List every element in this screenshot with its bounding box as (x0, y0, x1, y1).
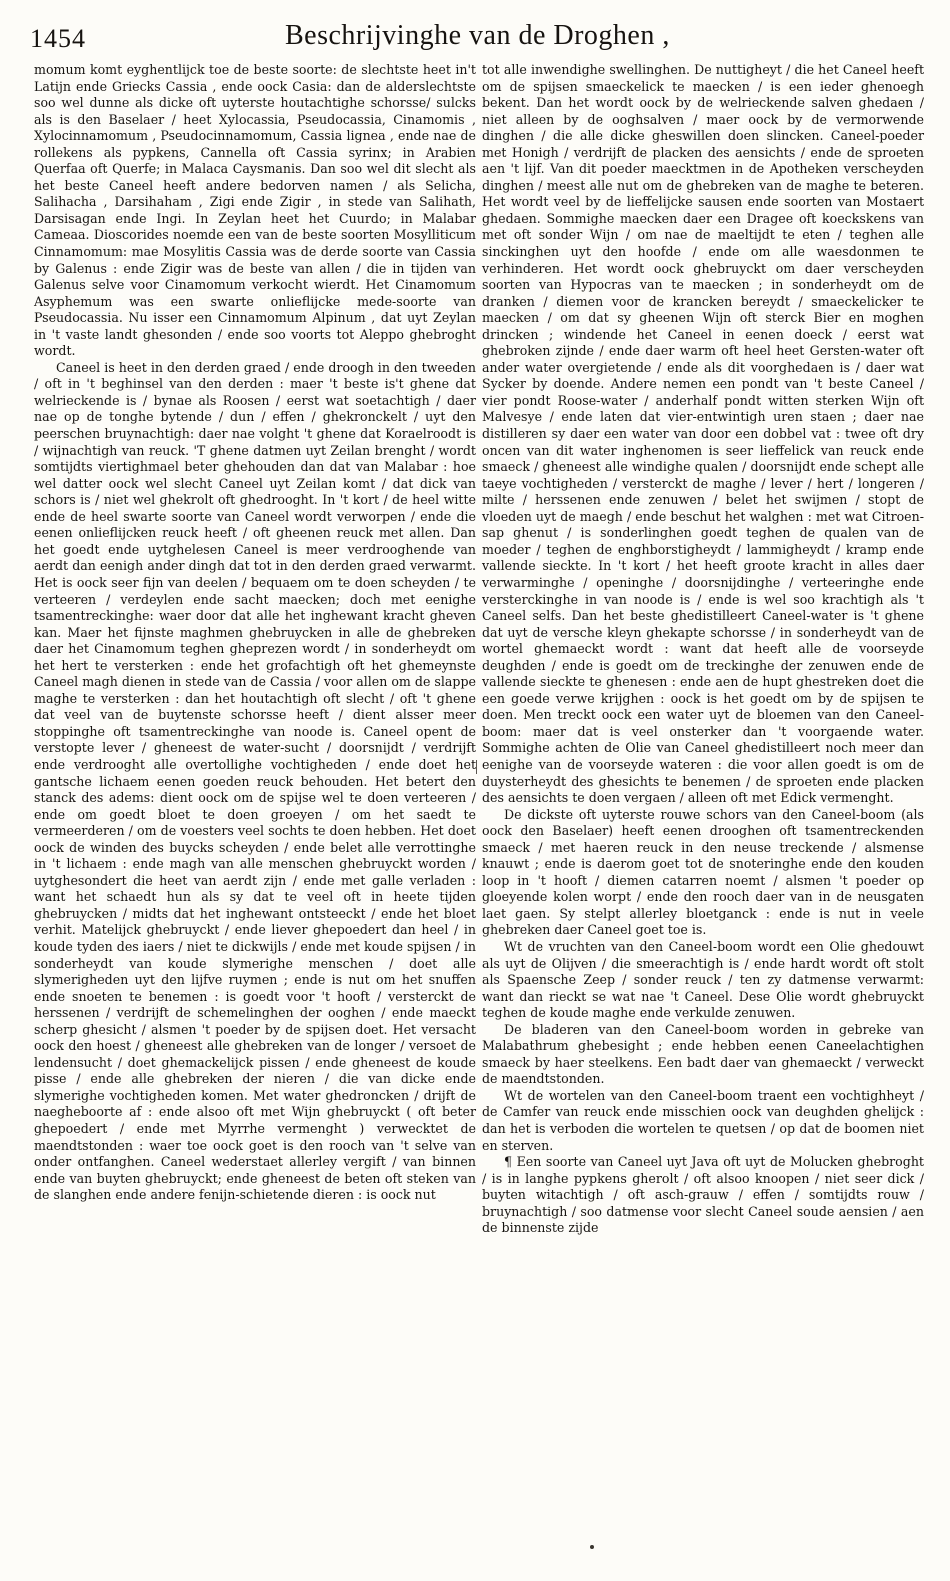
paragraph: Wt de wortelen van den Caneel-boom traent een vochtighheyt / de Camfer van reuck ende misschien oock van deughden ghelijck : dan het is verboden die wortelen te quetsen / op dat de boomen niet en sterven. (482, 1087, 924, 1153)
page-title: Beschrijvinghe van de Droghen , (285, 20, 670, 51)
paragraph: Wt de vruchten van den Caneel-boom wordt een Olie ghedouwt als uyt de Olijven / die smeerachtigh is / ende hardt wordt oft stolt als Spaensche Zeep / sonder reuck / ten zy datmense verwarmt: want dan rieckt se wat nae 't Caneel. Dese Olie wordt ghebruyckt teghen de koude maghe ende verkulde zenuwen. (482, 938, 924, 1021)
paragraph: Caneel is heet in den derden graed / ende droogh in den tweeden / oft in 't beghinsel van den derden : maer 't beste is't ghene dat welrieckende is / bynae als Roosen / eerst wat soetachtigh / daer nae op de tonghe bytende / dun / effen / ghekronckelt / uyt den peerschen bruynachtigh: daer nae volght 't ghene dat Koraelroodt is / wijnachtigh van reuck. 'T ghene datmen uyt Zeilan brenght / wordt somtijdts viertighmael beter ghehouden dan dat van Malabar : hoe wel datter oock wel slecht Caneel uyt Zeilan komt / dat dick van schors is / niet wel ghekrolt oft ghedrooght. In 't kort / de heel witte ende de heel swarte soorte van Caneel wordt verworpen / ende die eenen onlieflijcken reuck heeft / oft gheenen reuck met allen. Dan het goedt ende uytghelesen Caneel is meer verdrooghende van aerdt dan eenigh ander dingh dat tot in den derden graed verwarmt. Het is oock seer fijn van deelen / bequaem om te doen scheyden / te verteeren / verdeylen ende sacht maecken; doch met eenighe tsamentreckinghe: waer door dat alle het inghewant kracht gheven kan. Maer het fijnste maghmen ghebruycken in alle de ghebreken daer het Cinamomum teghen gheprezen wordt / in sonderheydt om het hert te versterken : ende het grofachtigh oft het ghemeynste Caneel magh dienen in stede van de Cassia / voor allen om de slappe maghe te versterken : dan het houtachtigh oft slecht / oft 't ghene dat veel van de buytenste schorsse heeft / dient alsser meer stoppinghe oft tsamentreckinghe van noode is. Caneel opent de verstopte lever / gheneest de water-sucht / doorsnijdt / verdrijft ende verdrooght alle overtollighe vochtigheden / ende doet het gantsche lichaem eenen goeden reuck behouden. Het betert den stanck des adems: dient oock om de spijse wel te doen verteeren / ende om goedt bloet te doen groeyen / om het saedt te vermeerderen / om de voesters veel sochts te doen hebben. Het doet oock de winden des buycks scheyden / ende belet alle verrottinghe in 't lichaem : ende magh van alle menschen ghebruyckt worden / uytghesondert die heet van aerdt zijn / ende met galle verladen : want het schaedt hun als sy dat te veel oft in heete tijden ghebruycken / midts dat het inghewant ontsteeckt / ende het bloet verhit. Matelijck ghebruyckt / ende liever ghepoedert dan heel / in koude tyden des iaers / niet te dickwijls / ende met koude spijsen / in sonderheydt van koude slymerighe menschen / doet alle slymerigheden uyt den lijfve ruymen ; ende is nut om het snuffen ende snoeten te benemen : is goedt voor 't hooft / versterckt de herssenen / verdrijft de schemelinghen der ooghen / ende maeckt scherp ghesicht / alsmen 't poeder by de spijsen doet. Het versacht oock den hoest / gheneest alle ghebreken van de longer / versoet de lendensucht / doet ghemackelijck pissen / ende gheneest de koude pisse / ende alle ghebreken der nieren / die van dicke ende slymerighe vochtigheden komen. Met water ghedroncken / drijft de naegheboorte af : ende alsoo oft met Wijn ghebruyckt ( oft beter ghepoedert / ende met Myrrhe vermenght ) verwecktet de maendtstonden : waer toe oock goet is den rooch van 't selve van onder ontfanghen. Caneel wederstaet allerley vergift / van binnen ende van buyten ghebruyckt; ende gheneest de beten oft steken van de slanghen ende andere fenijn-schietende dieren : is oock nut (34, 359, 476, 1203)
gutter-mark (476, 760, 485, 774)
paragraph: tot alle inwendighe swellinghen. De nuttigheyt / die het Caneel heeft om de spijsen smaeckelick te maecken / is een ieder ghenoegh bekent. Dan het wordt oock by de welrieckende salven ghedaen / niet alleen by de ooghsalven / maer oock by de vermorwende dinghen / die alle dicke gheswillen doen slincken. Caneel-poeder met Honigh / verdrijft de placken des aensichts / ende de sproeten aen 't lijf. Van dit poeder maecktmen in de Apotheken verscheyden dinghen / meest alle nut om de ghebreken van de maghe te beteren. Het wordt veel by de lieffelijcke sausen ende soorten van Mostaert ghedaen. Sommighe maecken daer een Dragee oft koeckskens van met oft sonder Wijn / om nae de maeltijdt te eten / teghen alle sinckinghen uyt den hoofde / ende om alle waesdonmen te verhinderen. Het wordt oock ghebruyckt om daer verscheyden soorten van Hypocras van te maecken ; in sonderheydt om de dranken / diemen voor de krancken bereydt / smaeckelicker te maecken / om dat sy gheenen Wijn oft sterck Bier en moghen drincken ; windende het Caneel in eenen doeck / eerst wat ghebroken zijnde / ende daer warm oft heel heet Gersten-water oft ander water overgietende / ende als dit voorghedaen is / daer wat Sycker by doende. Andere nemen een pondt van 't beste Caneel / vier pondt Roose-water / anderhalf pondt witten sterken Wijn oft Malvesye / ende laten dat vier-entwintigh uren staen ; daer nae distilleren sy daer een water van door een dobbel vat : twee oft dry oncen van dit water inghenomen is seer lieffelick van reuck ende smaeck / gheneest alle windighe qualen / doorsnijdt ende schept alle taeye vochtigheden / versterckt de maghe / lever / hert / longeren / milte / herssenen ende zenuwen / belet het swijmen / stopt de vloeden uyt de maegh / ende beschut het walghen : met wat Citroen-sap ghenut / is sonderlinghen goedt teghen de qualen van de moeder / teghen de enghborstigheydt / lammigheydt / kramp ende vallende sieckte. In 't kort / het heeft groote kracht in alles daer verwarminghe / openinghe / doorsnijdinghe / verteeringhe ende versterckinghe in van noode is / ende is wel soo krachtigh als 't Caneel selfs. Dan het beste ghedistilleert Caneel-water is 't ghene dat uyt de versche kleyn ghekapte schorsse / in sonderheydt van de wortel ghemaeckt wordt : want dat heeft alle de voorseyde deughden / ende is goedt om de treckinghe der zenuwen ende de vallende sieckte te ghenesen : ende aen de hupt ghestreken doet die een goede verwe krijghen : oock is het goedt om by de spijsen te doen. Men treckt oock een water uyt de bloemen van den Caneel-boom: maer dat is veel onsterker dan 't voorgaende water. Sommighe achten de Olie van Caneel ghedistilleert noch meer dan eenighe van de voorseyde wateren : die voor allen goedt is om de duysterheydt des ghesichts te benemen / de sproeten ende placken des aensichts te doen vergaen / alleen oft met Edick vermenght. (482, 62, 924, 806)
paragraph: De dickste oft uyterste rouwe schors van den Caneel-boom (als oock den Baselaer) heeft eenen drooghen oft tsamentreckenden smaeck / met haeren reuck in den neuse treckende / alsmense knauwt ; ende is daerom goet tot de snoteringhe ende den kouden loop in 't hooft / diemen catarren noemt / alsmen 't poeder op gloeyende kolen worpt / ende den rooch daer van in de neusgaten laet gaen. Sy stelpt allerley bloetganck : ende is nut in veele ghebreken daer Caneel goet toe is. (482, 806, 924, 938)
page-number: 1454 (30, 24, 86, 53)
ink-speck (590, 1545, 594, 1549)
paragraph: momum komt eyghentlijck toe de beste soorte: de slechtste heet in't Latijn ende Griecks Cassia , ende oock Casia: dan de alderslechtste soo wel dunne als dicke oft uyterste houtachtighe schorsse/ sulcks als is den Baselaer / heet Xylocassia, Pseudocassia, Cinamomis , Xylocinnamomum , Pseudocinnamomum, Cassia lignea , ende nae de rollekens als pypkens, Cannella oft Cassia syrinx; in Arabien Querfaa oft Querfe; in Malaca Caysmanis. Dan soo wel dit slecht als het beste Caneel heeft andere bedorven namen / als Selicha, Salihacha , Darsihaham , Zigi ende Zigir , in stede van Salihath, Darsisagan ende Ingi. In Zeylan heet het Cuurdo; in Malabar Cameaa. Dioscorides noemde een van de beste soorten Mosylliticum Cinnamomum: mae Mosylitis Cassia was de derde soorte van Cassia by Galenus : ende Zigir was de beste van allen / die in tijden van Galenus selve voor Cinamomum verkocht wierdt. Het Cinamomum Asyphemum was een swarte onlieflijcke mede-soorte van Pseudocassia. Nu isser een Cinnamomum Alpinum , dat uyt Zeylan in 't vaste landt ghesonden / ende soo voorts tot Aleppo ghebroght wordt. (34, 62, 476, 359)
paragraph: ¶ Een soorte van Caneel uyt Java oft uyt de Molucken ghebroght / is in langhe pypkens gherolt / oft alsoo knoopen / niet seer dick / buyten witachtigh / oft asch-grauw / effen / somtijdts rouw / bruynachtigh / soo datmense voor slecht Caneel soude aensien / aen de binnenste zijde (482, 1154, 924, 1236)
right-column (482, 62, 924, 1237)
left-column (34, 62, 476, 1204)
paragraph: De bladeren van den Caneel-boom worden in gebreke van Malabathrum ghebesight ; ende hebben eenen Caneelachtighen smaeck by haer steelkens. Een badt daer van ghemaeckt / verweckt de maendtstonden. (482, 1021, 924, 1087)
